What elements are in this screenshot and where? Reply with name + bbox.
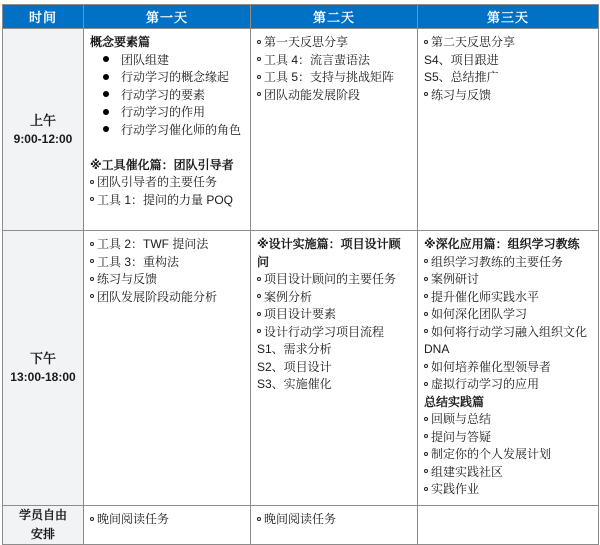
afternoon-time-range: 13:00-18:00	[10, 370, 76, 384]
schedule-item: ※工具催化篇：团队引导者	[90, 157, 234, 172]
schedule-item: ※设计实施篇：项目设计顾问	[257, 237, 401, 269]
afternoon-row	[3, 231, 599, 506]
morning-row	[3, 29, 599, 231]
schedule-item: 如何培养催化型领导者	[424, 359, 593, 377]
schedule-item: 晚间阅读任务	[257, 511, 412, 529]
training-schedule-table	[2, 4, 599, 545]
ring-bullet-icon	[257, 329, 261, 333]
ring-bullet-icon	[424, 329, 428, 333]
schedule-item: 提问与答疑	[424, 429, 593, 447]
ring-bullet-icon	[424, 40, 428, 44]
schedule-item	[90, 139, 245, 157]
ring-bullet-icon	[257, 312, 261, 316]
evening-row	[3, 506, 599, 545]
ring-bullet-icon	[424, 364, 428, 368]
schedule-item: 案例研讨	[424, 271, 593, 289]
header-time: 时间	[3, 5, 84, 29]
afternoon-time-cell	[3, 231, 84, 506]
afternoon-day2-cell	[251, 231, 418, 506]
ring-bullet-icon	[257, 294, 261, 298]
evening-day3-cell	[418, 506, 599, 545]
ring-bullet-icon	[90, 242, 94, 246]
ring-bullet-icon	[257, 75, 261, 79]
schedule-item: 如何将行动学习融入组织文化DNA	[424, 324, 588, 356]
schedule-item: S4、项目跟进	[424, 52, 499, 67]
schedule-item: 案例分析	[257, 289, 412, 307]
afternoon-day3-cell	[418, 231, 599, 506]
evening-time-sub: 安排	[30, 527, 55, 541]
schedule-item: 工具 1：提问的力量 POQ	[90, 192, 245, 210]
ring-bullet-icon	[90, 197, 94, 201]
ring-bullet-icon	[90, 259, 94, 263]
schedule-item: 行动学习的概念缘起	[90, 69, 245, 87]
schedule-item: 概念要素篇	[90, 35, 151, 49]
disc-bullet-icon	[103, 56, 109, 62]
schedule-item: S5、总结推广	[424, 70, 499, 84]
schedule-item: 组建实践社区	[424, 464, 593, 482]
schedule-item: 提升催化师实践水平	[424, 289, 593, 307]
ring-bullet-icon	[257, 517, 261, 521]
ring-bullet-icon	[424, 312, 428, 316]
schedule-item: 行动学习的作用	[90, 104, 245, 122]
schedule-item: 团队组建	[90, 52, 245, 70]
evening-day1-cell	[84, 506, 251, 545]
header-day2: 第二天	[251, 5, 418, 29]
evening-time-title: 学员自由	[18, 508, 67, 522]
schedule-item: 虚拟行动学习的应用	[424, 376, 593, 394]
ring-bullet-icon	[424, 487, 428, 491]
ring-bullet-icon	[424, 92, 428, 96]
header-day3: 第三天	[418, 5, 599, 29]
ring-bullet-icon	[424, 382, 428, 386]
disc-bullet-icon	[103, 74, 109, 80]
schedule-item: 行动学习的要素	[90, 87, 245, 105]
schedule-item: 组织学习教练的主要任务	[424, 254, 593, 272]
morning-day3-cell	[418, 29, 599, 231]
disc-bullet-icon	[103, 109, 109, 115]
schedule-item: S1、需求分析	[257, 342, 332, 356]
schedule-item: 工具 4：流言蜚语法	[257, 52, 412, 70]
schedule-item: 工具 5：支持与挑战矩阵	[257, 69, 412, 87]
schedule-item: 第一天反思分享	[257, 34, 412, 52]
ring-bullet-icon	[90, 180, 94, 184]
morning-day2-cell	[251, 29, 418, 231]
schedule-item: 实践作业	[424, 481, 593, 499]
ring-bullet-icon	[424, 294, 428, 298]
schedule-item: 制定你的个人发展计划	[424, 446, 593, 464]
header-row	[3, 5, 599, 29]
ring-bullet-icon	[90, 294, 94, 298]
schedule-item: ※深化应用篇：组织学习教练	[424, 237, 580, 251]
schedule-item: 晚间阅读任务	[90, 511, 245, 529]
schedule-item: S2、项目设计	[257, 359, 332, 374]
ring-bullet-icon	[90, 517, 94, 521]
ring-bullet-icon	[257, 57, 261, 61]
schedule-item: 项目设计要素	[257, 306, 412, 324]
morning-day1-cell	[84, 29, 251, 231]
afternoon-day1-cell	[84, 231, 251, 506]
evening-day2-cell	[251, 506, 418, 545]
schedule-item: 练习与反馈	[424, 87, 593, 105]
afternoon-time-title: 下午	[29, 351, 56, 366]
ring-bullet-icon	[257, 277, 261, 281]
morning-time-cell	[3, 29, 84, 231]
ring-bullet-icon	[424, 434, 428, 438]
schedule-item: 回顾与总结	[424, 411, 593, 429]
schedule-item: 团队动能发展阶段	[257, 87, 412, 105]
schedule-item: S3、实施催化	[257, 377, 332, 391]
ring-bullet-icon	[257, 92, 261, 96]
schedule-item: 团队发展阶段动能分析	[90, 289, 245, 307]
schedule-item: 团队引导者的主要任务	[90, 174, 245, 192]
ring-bullet-icon	[424, 469, 428, 473]
ring-bullet-icon	[424, 277, 428, 281]
schedule-item: 工具 2：TWF 提问法	[90, 236, 245, 254]
ring-bullet-icon	[424, 417, 428, 421]
ring-bullet-icon	[424, 259, 428, 263]
disc-bullet-icon	[103, 126, 109, 132]
schedule-item: 工具 3：重构法	[90, 254, 245, 272]
schedule-item: 如何深化团队学习	[424, 306, 593, 324]
schedule-item: 练习与反馈	[90, 271, 245, 289]
ring-bullet-icon	[424, 452, 428, 456]
evening-time-cell	[3, 506, 84, 545]
schedule-item: 总结实践篇	[424, 394, 485, 409]
disc-bullet-icon	[103, 91, 109, 97]
schedule-item: 设计行动学习项目流程	[257, 324, 412, 342]
schedule-item: 第二天反思分享	[424, 34, 593, 52]
ring-bullet-icon	[90, 277, 94, 281]
header-day1: 第一天	[84, 5, 251, 29]
schedule-item: 项目设计顾问的主要任务	[257, 271, 412, 289]
schedule-item: 行动学习催化师的角色	[90, 122, 245, 140]
morning-time-range: 9:00-12:00	[13, 131, 73, 146]
morning-time-title: 上午	[29, 112, 56, 128]
ring-bullet-icon	[257, 40, 261, 44]
